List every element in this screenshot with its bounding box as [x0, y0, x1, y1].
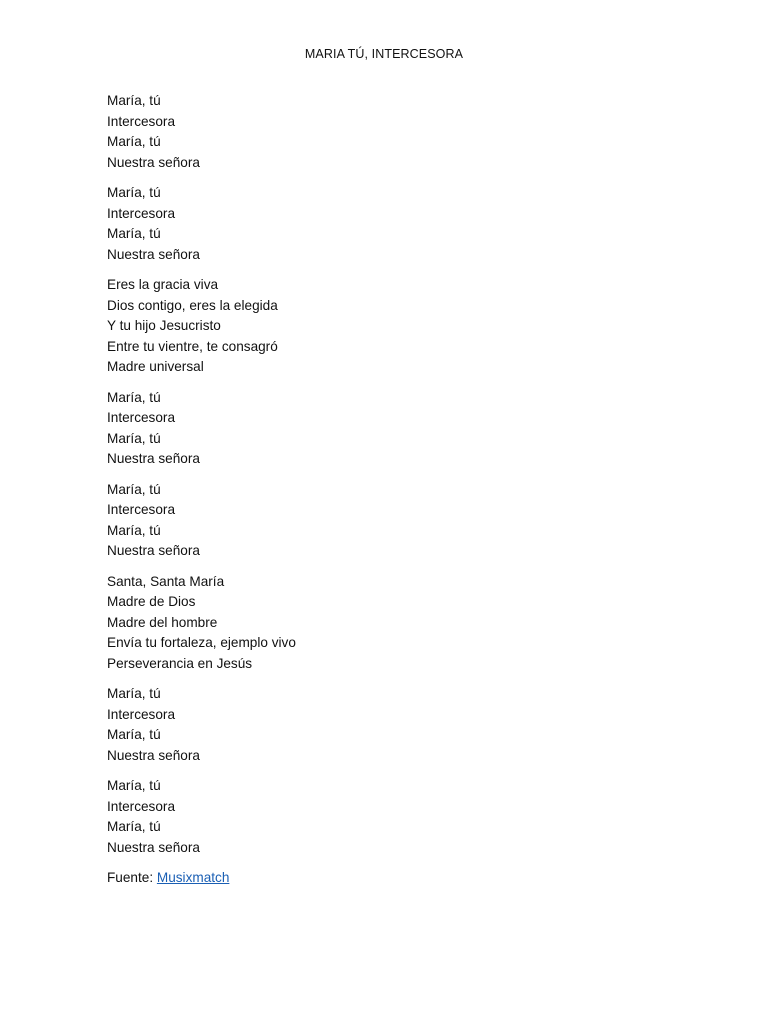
lyric-line: Nuestra señora	[107, 246, 200, 262]
lyric-line: Intercesora	[107, 410, 176, 425]
lyrics-body	[107, 91, 667, 889]
lyric-line: María, tú	[107, 430, 161, 446]
lyric-line: Intercesora	[107, 706, 176, 722]
lyric-line: Perseverancia en Jesús	[107, 655, 253, 671]
lyric-line: Intercesora	[107, 205, 176, 221]
lyric-line: Intercesora	[107, 113, 176, 129]
lyric-line: María, tú	[107, 185, 161, 200]
lyric-line: Nuestra señora	[107, 154, 200, 170]
stanza	[107, 572, 667, 675]
lyric-line: María, tú	[107, 819, 161, 834]
lyric-line: María, tú	[107, 226, 161, 241]
lyric-line: María, tú	[107, 134, 161, 149]
lyric-line: María, tú	[107, 778, 161, 793]
lyric-line: María, tú	[107, 93, 161, 108]
lyric-line: Intercesora	[107, 502, 176, 517]
lyric-line: Eres la gracia viva	[107, 277, 219, 292]
lyric-line: María, tú	[107, 727, 161, 742]
lyric-line: Nuestra señora	[107, 839, 200, 855]
lyric-line: Madre del hombre	[107, 614, 218, 630]
lyric-line: Dios contigo, eres la elegida	[107, 297, 278, 313]
stanza	[107, 91, 667, 173]
lyric-line: Nuestra señora	[107, 747, 200, 763]
lyric-line: María, tú	[107, 389, 161, 405]
lyric-line: María, tú	[107, 686, 161, 701]
stanza	[107, 388, 667, 470]
lyric-line: Y tu hijo Jesucristo	[107, 318, 221, 333]
lyric-line: Madre universal	[107, 359, 204, 374]
lyric-line: Envía tu fortaleza, ejemplo vivo	[107, 635, 296, 650]
stanza	[107, 480, 667, 562]
lyric-line: Madre de Dios	[107, 594, 196, 609]
lyric-line: Nuestra señora	[107, 451, 200, 466]
stanza-list	[107, 91, 667, 858]
stanza	[107, 684, 667, 766]
stanza	[107, 776, 667, 858]
lyric-line: María, tú	[107, 481, 161, 497]
source-line	[107, 868, 667, 889]
page-title: MARIA TÚ, INTERCESORA	[304, 47, 464, 61]
source-link[interactable]: Musixmatch	[156, 870, 230, 885]
lyric-line: María, tú	[107, 522, 161, 538]
lyric-line: Intercesora	[107, 798, 176, 814]
stanza	[107, 275, 667, 378]
lyric-line: Santa, Santa María	[107, 573, 225, 589]
source-label: Fuente:	[107, 870, 157, 885]
lyric-line: Entre tu vientre, te consagró	[107, 338, 278, 354]
stanza	[107, 183, 667, 265]
lyric-line: Nuestra señora	[107, 543, 200, 558]
